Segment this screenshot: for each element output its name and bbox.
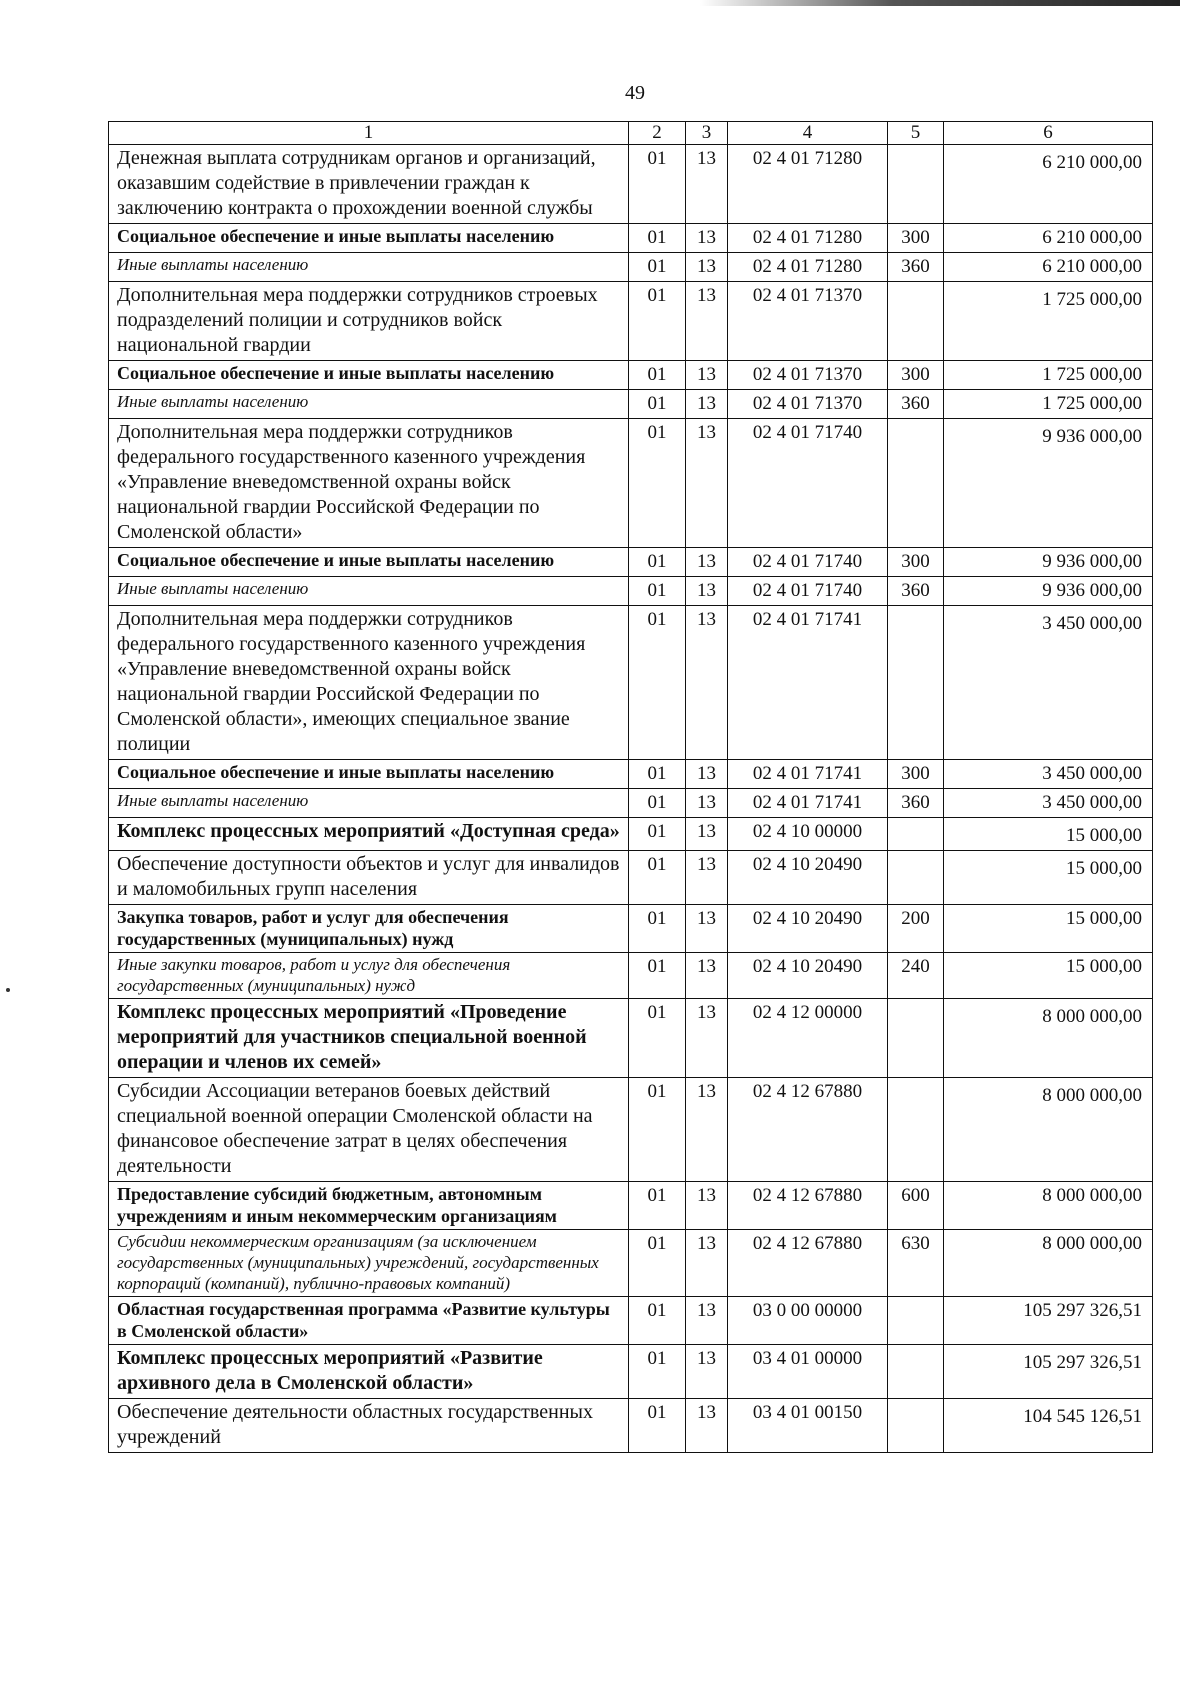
table-row	[109, 145, 1153, 224]
row-amount-cell: 8 000 000,00	[944, 999, 1153, 1078]
row-subsection-cell: 13	[686, 1078, 728, 1182]
header-cell: 1	[109, 122, 629, 145]
row-amount-cell: 105 297 326,51	[944, 1345, 1153, 1399]
row-target-code-cell: 02 4 01 71370	[728, 361, 888, 390]
row-section-cell: 01	[629, 953, 686, 999]
row-subsection-cell: 13	[686, 282, 728, 361]
table-row	[109, 390, 1153, 419]
row-expense-type-cell	[888, 999, 944, 1078]
row-subsection-cell: 13	[686, 789, 728, 818]
row-expense-type-cell	[888, 1345, 944, 1399]
row-expense-type-cell: 300	[888, 760, 944, 789]
row-target-code-cell: 02 4 10 00000	[728, 818, 888, 851]
row-expense-type-cell	[888, 818, 944, 851]
header-cell: 6	[944, 122, 1153, 145]
row-amount-cell: 105 297 326,51	[944, 1297, 1153, 1345]
row-name-cell: Предоставление субсидий бюджетным, автономным учреждениям и иным некоммерческим организациям	[109, 1182, 629, 1230]
scan-top-edge	[700, 0, 1180, 6]
table-row	[109, 1345, 1153, 1399]
row-subsection-cell: 13	[686, 760, 728, 789]
row-name-cell: Социальное обеспечение и иные выплаты населению	[109, 760, 629, 789]
row-amount-cell: 15 000,00	[944, 905, 1153, 953]
table-row	[109, 1182, 1153, 1230]
table-row	[109, 361, 1153, 390]
table-row	[109, 789, 1153, 818]
row-subsection-cell: 13	[686, 390, 728, 419]
scan-dot	[6, 988, 10, 992]
row-expense-type-cell: 300	[888, 548, 944, 577]
row-target-code-cell: 02 4 01 71740	[728, 548, 888, 577]
row-subsection-cell: 13	[686, 253, 728, 282]
row-subsection-cell: 13	[686, 577, 728, 606]
row-name-cell: Субсидии некоммерческим организациям (за исключением государственных (муниципальных) учреждений, государственных корпораций (компаний), публично-правовых компаний)	[109, 1230, 629, 1297]
row-subsection-cell: 13	[686, 606, 728, 760]
row-subsection-cell: 13	[686, 419, 728, 548]
row-subsection-cell: 13	[686, 999, 728, 1078]
row-amount-cell: 6 210 000,00	[944, 253, 1153, 282]
row-subsection-cell: 13	[686, 851, 728, 905]
header-cell: 5	[888, 122, 944, 145]
row-expense-type-cell: 300	[888, 361, 944, 390]
row-expense-type-cell	[888, 419, 944, 548]
row-target-code-cell: 02 4 01 71280	[728, 253, 888, 282]
row-target-code-cell: 02 4 01 71370	[728, 390, 888, 419]
row-section-cell: 01	[629, 1182, 686, 1230]
row-subsection-cell: 13	[686, 1182, 728, 1230]
row-target-code-cell: 02 4 12 67880	[728, 1182, 888, 1230]
row-section-cell: 01	[629, 548, 686, 577]
row-target-code-cell: 02 4 12 00000	[728, 999, 888, 1078]
row-section-cell: 01	[629, 1297, 686, 1345]
row-target-code-cell: 03 4 01 00150	[728, 1399, 888, 1453]
row-target-code-cell: 02 4 01 71741	[728, 760, 888, 789]
row-subsection-cell: 13	[686, 145, 728, 224]
row-amount-cell: 15 000,00	[944, 953, 1153, 999]
row-section-cell: 01	[629, 1078, 686, 1182]
row-name-cell: Дополнительная мера поддержки сотрудников строевых подразделений полиции и сотрудников войск национальной гвардии	[109, 282, 629, 361]
table-row	[109, 1230, 1153, 1297]
row-amount-cell: 8 000 000,00	[944, 1078, 1153, 1182]
row-expense-type-cell: 300	[888, 224, 944, 253]
table-row	[109, 548, 1153, 577]
row-name-cell: Закупка товаров, работ и услуг для обеспечения государственных (муниципальных) нужд	[109, 905, 629, 953]
row-subsection-cell: 13	[686, 1230, 728, 1297]
row-subsection-cell: 13	[686, 953, 728, 999]
table-row	[109, 224, 1153, 253]
budget-table	[108, 121, 1153, 1453]
row-name-cell: Иные выплаты населению	[109, 577, 629, 606]
table-row	[109, 851, 1153, 905]
table-row	[109, 905, 1153, 953]
row-section-cell: 01	[629, 1230, 686, 1297]
row-target-code-cell: 03 0 00 00000	[728, 1297, 888, 1345]
row-section-cell: 01	[629, 760, 686, 789]
row-target-code-cell: 02 4 01 71280	[728, 224, 888, 253]
row-section-cell: 01	[629, 905, 686, 953]
row-target-code-cell: 02 4 01 71741	[728, 606, 888, 760]
row-section-cell: 01	[629, 282, 686, 361]
row-expense-type-cell	[888, 145, 944, 224]
row-section-cell: 01	[629, 999, 686, 1078]
row-name-cell: Иные выплаты населению	[109, 789, 629, 818]
row-section-cell: 01	[629, 145, 686, 224]
row-name-cell: Комплекс процессных мероприятий «Проведение мероприятий для участников специальной военной операции и членов их семей»	[109, 999, 629, 1078]
row-amount-cell: 6 210 000,00	[944, 224, 1153, 253]
row-target-code-cell: 02 4 12 67880	[728, 1230, 888, 1297]
table-row	[109, 282, 1153, 361]
row-expense-type-cell: 630	[888, 1230, 944, 1297]
row-name-cell: Денежная выплата сотрудникам органов и организаций, оказавшим содействие в привлечении граждан к заключению контракта о прохождении военной службы	[109, 145, 629, 224]
row-expense-type-cell: 240	[888, 953, 944, 999]
header-cell: 2	[629, 122, 686, 145]
header-cell: 3	[686, 122, 728, 145]
row-amount-cell: 15 000,00	[944, 851, 1153, 905]
table-row	[109, 818, 1153, 851]
table-row	[109, 419, 1153, 548]
row-amount-cell: 15 000,00	[944, 818, 1153, 851]
row-section-cell: 01	[629, 419, 686, 548]
row-section-cell: 01	[629, 1345, 686, 1399]
row-section-cell: 01	[629, 606, 686, 760]
row-amount-cell: 9 936 000,00	[944, 548, 1153, 577]
table-row	[109, 253, 1153, 282]
row-section-cell: 01	[629, 253, 686, 282]
table-row	[109, 606, 1153, 760]
row-amount-cell: 1 725 000,00	[944, 361, 1153, 390]
table-body	[109, 145, 1153, 1453]
row-name-cell: Комплекс процессных мероприятий «Доступная среда»	[109, 818, 629, 851]
row-name-cell: Дополнительная мера поддержки сотрудников федерального государственного казенного учреждения «Управление вневедомственной охраны войск национальной гвардии Российской Федерации по Смоленской области»	[109, 419, 629, 548]
row-expense-type-cell: 600	[888, 1182, 944, 1230]
row-name-cell: Социальное обеспечение и иные выплаты населению	[109, 548, 629, 577]
row-amount-cell: 3 450 000,00	[944, 760, 1153, 789]
row-amount-cell: 3 450 000,00	[944, 606, 1153, 760]
row-amount-cell: 8 000 000,00	[944, 1182, 1153, 1230]
row-expense-type-cell	[888, 1297, 944, 1345]
row-expense-type-cell: 360	[888, 789, 944, 818]
row-amount-cell: 9 936 000,00	[944, 577, 1153, 606]
table-row	[109, 760, 1153, 789]
row-expense-type-cell	[888, 282, 944, 361]
row-target-code-cell: 02 4 01 71280	[728, 145, 888, 224]
row-expense-type-cell: 360	[888, 390, 944, 419]
row-section-cell: 01	[629, 361, 686, 390]
page-number: 49	[625, 82, 645, 104]
row-subsection-cell: 13	[686, 1297, 728, 1345]
row-target-code-cell: 02 4 01 71740	[728, 419, 888, 548]
row-amount-cell: 1 725 000,00	[944, 282, 1153, 361]
row-name-cell: Социальное обеспечение и иные выплаты населению	[109, 224, 629, 253]
row-name-cell: Иные закупки товаров, работ и услуг для обеспечения государственных (муниципальных) нужд	[109, 953, 629, 999]
row-section-cell: 01	[629, 577, 686, 606]
row-name-cell: Иные выплаты населению	[109, 253, 629, 282]
row-target-code-cell: 02 4 12 67880	[728, 1078, 888, 1182]
row-section-cell: 01	[629, 818, 686, 851]
row-target-code-cell: 03 4 01 00000	[728, 1345, 888, 1399]
row-section-cell: 01	[629, 390, 686, 419]
row-name-cell: Областная государственная программа «Развитие культуры в Смоленской области»	[109, 1297, 629, 1345]
row-subsection-cell: 13	[686, 1345, 728, 1399]
row-section-cell: 01	[629, 224, 686, 253]
row-target-code-cell: 02 4 10 20490	[728, 953, 888, 999]
row-amount-cell: 1 725 000,00	[944, 390, 1153, 419]
row-name-cell: Субсидии Ассоциации ветеранов боевых действий специальной военной операции Смоленской области на финансовое обеспечение затрат в целях обеспечения деятельности	[109, 1078, 629, 1182]
header-cell: 4	[728, 122, 888, 145]
header-row	[109, 122, 1153, 145]
row-subsection-cell: 13	[686, 224, 728, 253]
row-name-cell: Обеспечение доступности объектов и услуг для инвалидов и маломобильных групп населения	[109, 851, 629, 905]
row-name-cell: Иные выплаты населению	[109, 390, 629, 419]
row-subsection-cell: 13	[686, 905, 728, 953]
table-row	[109, 999, 1153, 1078]
row-expense-type-cell	[888, 1078, 944, 1182]
row-target-code-cell: 02 4 10 20490	[728, 905, 888, 953]
table-row	[109, 1297, 1153, 1345]
row-subsection-cell: 13	[686, 361, 728, 390]
row-amount-cell: 3 450 000,00	[944, 789, 1153, 818]
row-expense-type-cell	[888, 606, 944, 760]
row-amount-cell: 6 210 000,00	[944, 145, 1153, 224]
row-section-cell: 01	[629, 1399, 686, 1453]
row-target-code-cell: 02 4 01 71740	[728, 577, 888, 606]
row-amount-cell: 9 936 000,00	[944, 419, 1153, 548]
row-amount-cell: 8 000 000,00	[944, 1230, 1153, 1297]
row-target-code-cell: 02 4 01 71370	[728, 282, 888, 361]
row-expense-type-cell: 360	[888, 253, 944, 282]
table-row	[109, 1399, 1153, 1453]
row-name-cell: Комплекс процессных мероприятий «Развитие архивного дела в Смоленской области»	[109, 1345, 629, 1399]
row-section-cell: 01	[629, 851, 686, 905]
row-target-code-cell: 02 4 10 20490	[728, 851, 888, 905]
row-expense-type-cell	[888, 1399, 944, 1453]
row-name-cell: Обеспечение деятельности областных государственных учреждений	[109, 1399, 629, 1453]
row-expense-type-cell	[888, 851, 944, 905]
row-subsection-cell: 13	[686, 548, 728, 577]
row-subsection-cell: 13	[686, 818, 728, 851]
row-target-code-cell: 02 4 01 71741	[728, 789, 888, 818]
table-row	[109, 1078, 1153, 1182]
row-expense-type-cell: 360	[888, 577, 944, 606]
row-amount-cell: 104 545 126,51	[944, 1399, 1153, 1453]
row-name-cell: Дополнительная мера поддержки сотрудников федерального государственного казенного учреждения «Управление вневедомственной охраны войск национальной гвардии Российской Федерации по Смоленской области», имеющих специальное звание полиции	[109, 606, 629, 760]
row-expense-type-cell: 200	[888, 905, 944, 953]
table-row	[109, 953, 1153, 999]
row-name-cell: Социальное обеспечение и иные выплаты населению	[109, 361, 629, 390]
row-subsection-cell: 13	[686, 1399, 728, 1453]
table-row	[109, 577, 1153, 606]
row-section-cell: 01	[629, 789, 686, 818]
